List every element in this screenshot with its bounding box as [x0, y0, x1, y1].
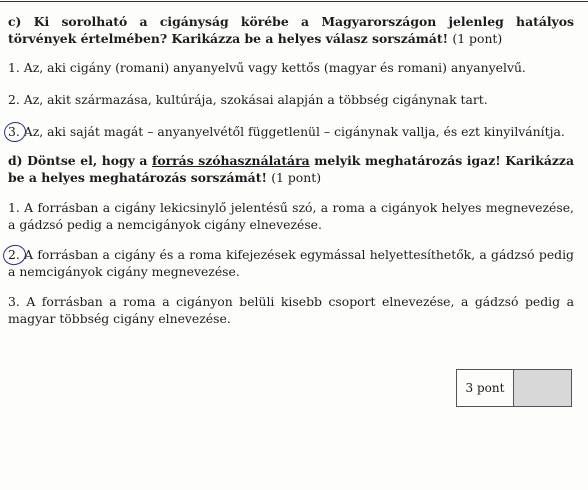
option-number: 3.	[8, 294, 20, 309]
option-number: 3.	[8, 124, 20, 139]
option-number: 1.	[8, 60, 20, 75]
question-c-option-1[interactable]	[8, 59, 574, 76]
exam-page	[8, 13, 574, 327]
question-d-text-end: melyik meghatározás igaz! Karikázza be a helyes meghatározás sorszámát!	[8, 153, 574, 185]
question-c-points: (1 pont)	[452, 31, 503, 46]
option-text: A forrásban a roma a cigányon belüli kisebb csoport elnevezése, a gádzsó pedig a magyar többség cigány elnevezése.	[8, 294, 574, 326]
option-text: A forrásban a cigány lekicsinylő jelentésű szó, a roma a cigányok helyes megnevezése, a gádzsó pedig a nemcigányok cigány elnevezése.	[8, 200, 574, 232]
option-text: Az, aki cigány (romani) anyanyelvű vagy kettős (magyar és romani) anyanyelvű.	[23, 60, 526, 75]
option-number: 2.	[8, 92, 20, 107]
question-d-heading	[8, 152, 574, 186]
question-c-option-2[interactable]	[8, 91, 574, 108]
option-text: Az, aki saját magát – anyanyelvétől függetlenül – cigánynak vallja, és ezt kinyilvánítja.	[23, 124, 565, 139]
option-text: A forrásban a cigány és a roma kifejezések egymással helyettesíthetők, a gádzsó pedig a nemcigányok cigány megnevezése.	[8, 247, 574, 279]
option-number: 1.	[8, 200, 20, 215]
question-c-text: c) Ki sorolható a cigányság körébe a Magyarországon jelenleg hatályos törvények értelmében? Karikázza be a helyes válasz sorszámát!	[8, 14, 574, 46]
question-d-underlined-phrase: forrás szóhasználatára	[152, 153, 310, 168]
option-number: 2.	[8, 247, 20, 262]
question-d-option-1[interactable]	[8, 199, 574, 233]
question-c-heading	[8, 13, 574, 47]
question-d-text-start: d) Döntse el, hogy a	[8, 153, 153, 168]
option-text: Az, akit származása, kultúrája, szokásai alapján a többség cigánynak tart.	[23, 92, 488, 107]
question-d-option-3[interactable]	[8, 293, 574, 327]
score-box-label: 3 pont	[457, 370, 514, 406]
question-d-points: (1 pont)	[271, 170, 322, 185]
score-box	[456, 369, 572, 407]
question-d-option-2[interactable]	[8, 246, 574, 280]
top-rule	[0, 1, 588, 2]
question-c-option-3[interactable]	[8, 123, 574, 140]
score-box-field[interactable]	[514, 370, 571, 406]
